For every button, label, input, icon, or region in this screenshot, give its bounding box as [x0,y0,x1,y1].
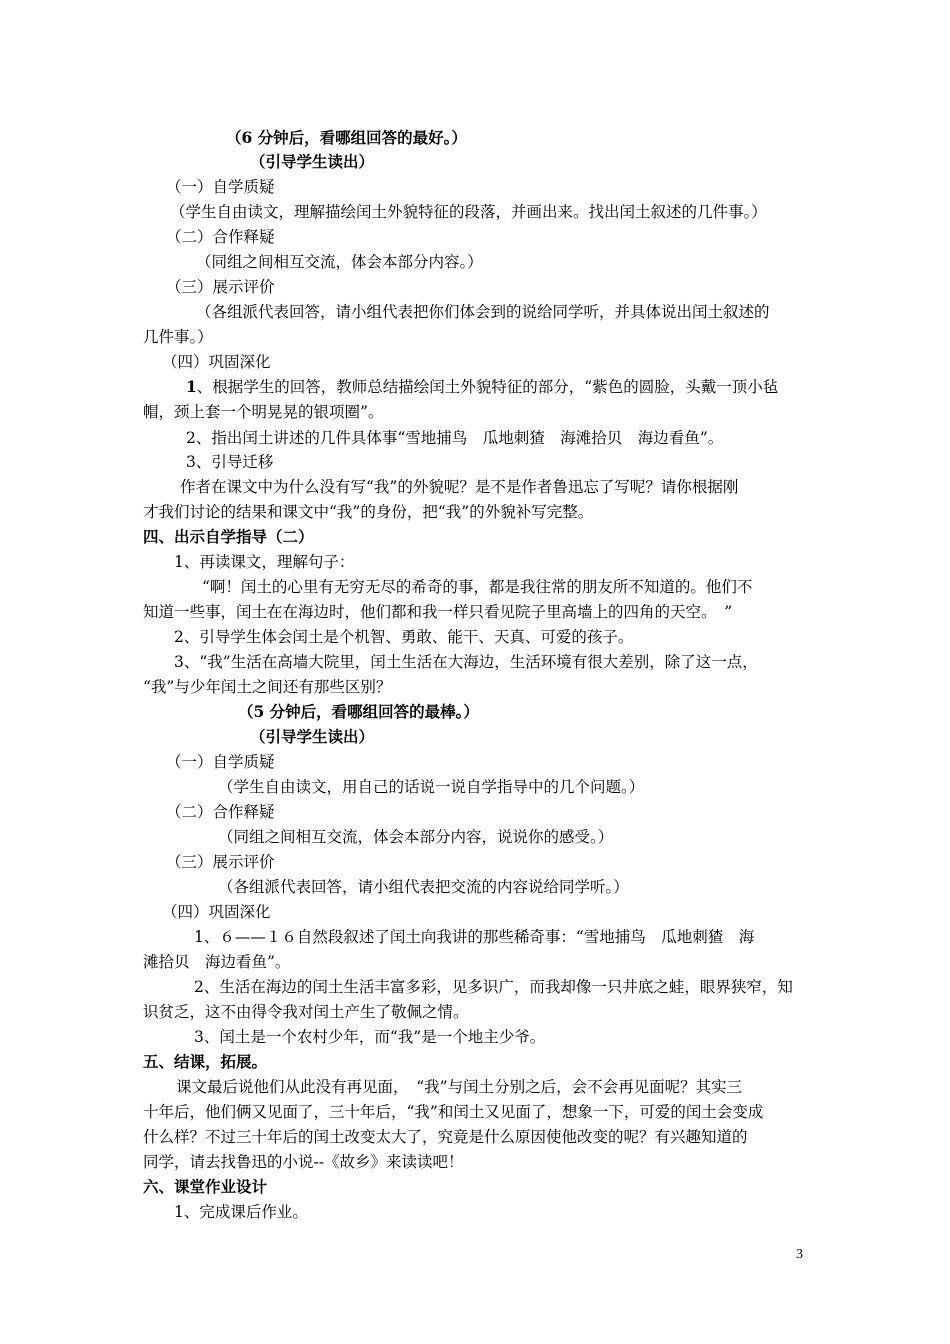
text-line: （一）自学质疑 [166,178,275,196]
text-line: 才我们讨论的结果和课文中“我”的身份，把“我”的外貌补写完整。 [143,503,594,521]
text-line: 同学，请去找鲁迅的小说--《故乡》来读读吧！ [143,1153,464,1171]
text-line: 3、“我”生活在高墙大院里，闰土生活在大海边，生活环境有很大差别，除了这一点， [174,653,758,671]
text-line: 1、完成课后作业。 [174,1203,308,1221]
text-line: （各组派代表回答，请小组代表把你们体会到的说给同学听，并具体说出闰土叙述的 [196,303,770,321]
page-number: 3 [796,1247,803,1262]
text-line: “啊！闰土的心里有无穷无尽的希奇的事，都是我往常的朋友所不知道的。他们不 [202,578,753,596]
text-line: “我”与少年闰土之间还有那些区别？ [143,678,392,696]
text-line: （学生自由读文，用自己的话说一说自学指导中的几个问题。） [218,778,645,796]
text-line: （一）自学质疑 [166,753,275,771]
section-heading: 五、结课，拓展。 [143,1052,268,1071]
text-line: 作者在课文中为什么没有写“我”的外貌呢？是不是作者鲁迅忘了写呢？请你根据刚 [180,478,739,496]
section-heading: （引导学生读出） [250,727,375,746]
text-line: 2、指出闰土讲述的几件具体事“雪地捕鸟 瓜地刺猹 海滩拾贝 海边看鱼”。 [186,429,724,447]
text-line: 3、闰土是一个农村少年，而“我”是一个地主少爷。 [194,1028,546,1046]
text-line: （四）巩固深化 [162,903,271,921]
text-line: （学生自由读文，理解描绘闰土外貌特征的段落，并画出来。找出闰土叙述的几件事。） [170,203,767,221]
text-line: （三）展示评价 [166,278,275,296]
text-line: 知道一些事，闰土在在海边时，他们都和我一样只看见院子里高墙上的四角的天空。 ” [143,603,733,621]
section-heading: （5 分钟后，看哪组回答的最棒。） [238,702,479,721]
text-line: （四）巩固深化 [162,353,271,371]
text-line: 1、根据学生的回答，教师总结描绘闰土外貌特征的部分，“紫色的圆脸，头戴一顶小毡 [186,377,779,396]
text-line: 滩拾贝 海边看鱼”。 [143,953,291,971]
text-line: （各组派代表回答，请小组代表把交流的内容说给同学听。） [218,878,629,896]
text-line: 十年后，他们俩又见面了，三十年后，“我”和闰土又见面了，想象一下，可爱的闰土会变成 [143,1103,764,1121]
text-line: 1、再读课文，理解句子： [174,553,355,571]
text-line: 什么样？不过三十年后的闰土改变太大了，究竟是什么原因使他改变的呢？有兴趣知道的 [143,1128,748,1146]
text-line: 2、生活在海边的闰土生活丰富多彩，见多识广，而我却像一只井底之蛙，眼界狭窄，知 [194,978,793,996]
text-line: （同组之间相互交流，体会本部分内容，说说你的感受。） [218,828,614,846]
text-line: 1、６——１６自然段叙述了闰土向我讲的那些稀奇事：“雪地捕鸟 瓜地刺猹 海 [194,928,755,946]
section-heading: （6 分钟后，看哪组回答的最好。） [226,128,467,147]
text-line: 3、引导迁移 [186,453,274,471]
text-line: 识贫乏，这不由得令我对闰土产生了敬佩之情。 [143,1003,469,1021]
text-line: 几件事。） [143,328,213,346]
text-line: （三）展示评价 [166,853,275,871]
text-line: 帽，颈上套一个明晃晃的银项圈”。 [143,403,384,421]
section-heading: 六、课堂作业设计 [143,1177,268,1196]
section-heading: （引导学生读出） [250,152,375,171]
section-heading: 四、出示自学指导（二） [143,527,314,546]
text-line: （二）合作释疑 [166,228,275,246]
text-line: （二）合作释疑 [166,803,275,821]
text-line: 2、引导学生体会闰土是个机智、勇敢、能干、天真、可爱的孩子。 [174,628,634,646]
text-line: 课文最后说他们从此没有再见面， “我”与闰土分别之后，会不会再见面呢？其实三 [176,1078,743,1096]
text-line: （同组之间相互交流，体会本部分内容。） [196,253,483,271]
